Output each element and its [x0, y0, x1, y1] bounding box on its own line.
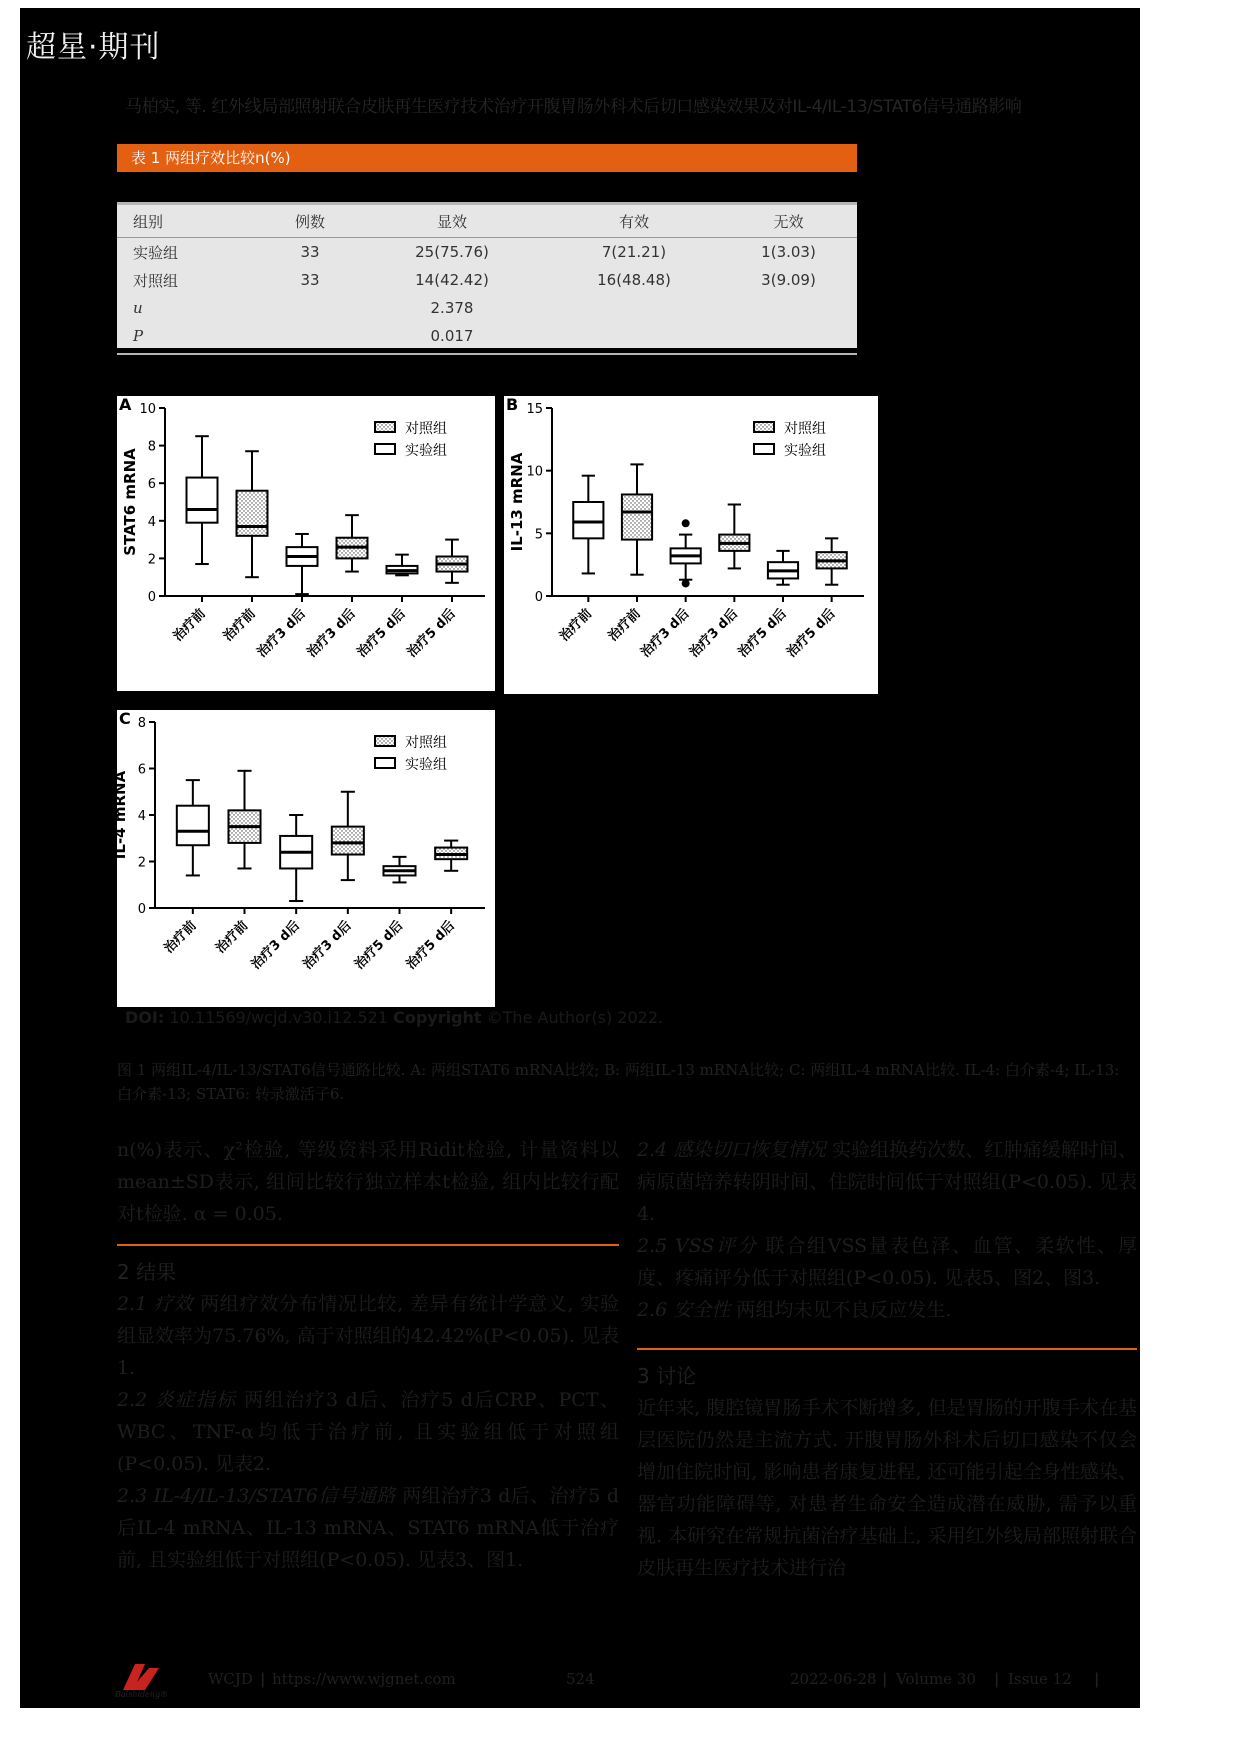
table-row	[117, 238, 857, 267]
y-tick-label: 10	[526, 464, 543, 480]
box-plot-3	[280, 815, 312, 901]
table-cell	[720, 294, 857, 322]
box-plot-5	[383, 857, 415, 883]
table-cell: u	[133, 299, 143, 317]
y-tick-label: 8	[137, 716, 146, 731]
x-tick-label: 治疗前	[170, 606, 209, 645]
y-axis-label: STAT6 mRNA	[121, 448, 139, 556]
chart-panel-a	[117, 396, 495, 691]
x-tick-label: 治疗5 d后	[354, 606, 409, 661]
table-cell: 1(3.03)	[761, 243, 816, 261]
doi-line	[125, 1008, 663, 1027]
box-iqr	[187, 478, 218, 523]
x-tick-label: 治疗3 d后	[248, 918, 303, 973]
box-iqr	[177, 806, 209, 846]
chart-panel-b	[504, 396, 878, 694]
box-plot-6	[435, 841, 467, 871]
x-tick-label: 治疗3 d后	[686, 606, 742, 661]
subsection-head: 2.6 安全性	[637, 1299, 731, 1321]
table-cell: 33	[300, 243, 320, 261]
table-cell: 25(75.76)	[415, 243, 489, 261]
y-tick-label: 0	[147, 590, 156, 605]
figure-caption: 图 1 两组IL-4/IL-13/STAT6信号通路比较. A: 两组STAT6 mRNA比较; B: 两组IL-13 mRNA比较; C: 两组IL-4 mRNA比较. IL-4: 白介素-4; IL-13: 白介素-13; STAT6: 转录激活子6.	[117, 1061, 1120, 1103]
box-iqr	[237, 491, 268, 536]
x-tick-label: 治疗前	[161, 918, 200, 957]
box-plot-4	[719, 505, 749, 569]
box-plot-2	[237, 451, 268, 577]
x-tick-label: 治疗前	[220, 606, 259, 645]
table-header-row	[117, 204, 857, 238]
footer-separator: |	[994, 1670, 1000, 1688]
chart-c-svg	[111, 709, 495, 1007]
section-title-discussion: 3 讨论	[637, 1348, 1137, 1392]
brand-watermark: 超星·期刊	[26, 30, 161, 65]
box-plot-4	[337, 515, 368, 571]
y-axis-label: IL-4 mRNA	[111, 770, 129, 860]
y-tick-label: 5	[534, 527, 543, 543]
subsection-head: 2.4 感染切口恢复情况	[637, 1139, 826, 1161]
table-header-cell: 例数	[264, 204, 356, 238]
x-tick-label: 治疗3 d后	[304, 606, 359, 661]
legend-swatch	[754, 422, 774, 432]
box-plot-6	[437, 540, 468, 583]
table-cell: 0.017	[430, 327, 474, 345]
footer-page-number: 524	[566, 1670, 595, 1688]
legend-swatch	[375, 758, 395, 768]
x-tick-label: 治疗5 d后	[351, 918, 407, 973]
table-cell	[264, 322, 356, 350]
box-plot-3	[287, 534, 318, 594]
table-cell: 33	[300, 271, 320, 289]
results-2-3	[117, 1480, 619, 1576]
x-tick-label: 治疗5 d后	[404, 606, 459, 661]
legend-swatch	[375, 422, 395, 432]
subsection-text: 两组治疗3 d后、治疗5 d后IL-4 mRNA、IL-13 mRNA、STAT6 mRNA低于治疗前, 且实验组低于对照组(P<0.05). 见表3、图1.	[117, 1485, 619, 1571]
subsection-head: 2.2 炎症指标	[117, 1389, 237, 1411]
page-footer	[20, 1660, 1140, 1700]
copyright-value: ©The Author(s) 2022.	[486, 1008, 664, 1027]
x-tick-label: 治疗5 d后	[735, 606, 790, 661]
x-tick-label: 治疗前	[605, 606, 644, 645]
footer-volume: Volume 30	[896, 1670, 976, 1688]
box-iqr	[332, 827, 364, 855]
y-tick-label: 0	[137, 902, 146, 917]
running-head: 马柏实, 等. 红外线局部照射联合皮肤再生医疗技术治疗开腹胃肠外科术后切口感染效果及对IL-4/IL-13/STAT6信号通路影响	[125, 97, 1022, 117]
legend-label: 对照组	[405, 735, 447, 751]
legend-swatch	[375, 736, 395, 746]
table-header-cell: 无效	[720, 204, 857, 238]
table-header-cell: 有效	[548, 204, 720, 238]
results-2-2	[117, 1384, 619, 1480]
y-tick-label: 4	[137, 809, 146, 824]
outlier-point	[682, 579, 690, 587]
doi-label: DOI:	[125, 1008, 165, 1027]
subsection-head: 2.1 疗效	[117, 1293, 194, 1315]
subsection-text: 两组治疗3 d后、治疗5 d后CRP、PCT、WBC、TNF-α均低于治疗前, 且实验组低于对照组(P<0.05). 见表2.	[117, 1389, 619, 1475]
table-cell: 7(21.21)	[601, 243, 667, 261]
x-tick-label: 治疗3 d后	[254, 606, 309, 661]
table-cell	[548, 294, 720, 322]
box-plot-5	[768, 551, 798, 585]
legend-swatch	[754, 444, 774, 454]
publisher-logo-text: Baishideng®	[115, 1690, 169, 1699]
legend-label: 对照组	[405, 421, 447, 437]
x-tick-label: 治疗3 d后	[300, 918, 355, 973]
y-axis-label: IL-13 mRNA	[508, 452, 526, 552]
copyright-label: Copyright	[393, 1008, 482, 1027]
discussion-paragraph: 近年来, 腹腔镜胃肠手术不断增多, 但是胃肠的开腹手术在基层医院仍然是主流方式. 开腹胃肠外科术后切口感染不仅会增加住院时间, 影响患者康复进程, 还可能引起全身性感染、器官功能障碍等, 对患者生命安全造成潜在威胁, 需予以重视. 本研究在常规抗菌治疗基础上, 采用红外线局部照射联合皮肤再生医疗技术进行治	[637, 1397, 1137, 1579]
methods-paragraph: n(%)表示、χ²检验, 等级资料采用Ridit检验, 计量资料以mean±SD表示, 组间比较行独立样本t检验, 组内比较行配对t检验. α = 0.05.	[117, 1139, 619, 1225]
table-cell: 16(48.48)	[597, 271, 671, 289]
panel-letter: B	[506, 395, 519, 414]
box-plot-5	[387, 555, 418, 576]
x-tick-label: 治疗5 d后	[403, 918, 458, 973]
table-cell: 14(42.42)	[415, 271, 489, 289]
y-tick-label: 0	[534, 590, 543, 605]
journal-page	[20, 8, 1140, 1708]
efficacy-table	[117, 202, 857, 348]
legend-swatch	[375, 444, 395, 454]
table-cell	[548, 322, 720, 350]
table-row	[117, 294, 857, 322]
x-tick-label: 治疗3 d后	[638, 606, 693, 661]
subsection-head: 2.3 IL-4/IL-13/STAT6信号通路	[117, 1485, 396, 1507]
outlier-point	[682, 519, 690, 527]
y-tick-label: 2	[147, 552, 156, 568]
table-cell: 实验组	[133, 243, 179, 262]
legend-label: 实验组	[405, 757, 447, 773]
footer-issue: Issue 12	[1008, 1670, 1072, 1688]
results-2-6	[637, 1294, 1137, 1326]
chart-panel-c	[111, 709, 495, 1007]
results-2-5	[637, 1230, 1137, 1294]
results-2-1	[117, 1288, 619, 1384]
footer-url[interactable]: https://www.wjgnet.com	[272, 1670, 456, 1688]
chart-a-svg	[117, 396, 495, 691]
y-tick-label: 10	[139, 402, 156, 417]
subsection-text: 两组均未见不良反应发生.	[736, 1299, 952, 1321]
box-plot-1	[177, 780, 209, 875]
table-header-cell: 显效	[356, 204, 548, 238]
table-header-cell: 组别	[117, 204, 264, 238]
y-tick-label: 15	[526, 402, 543, 417]
box-iqr	[622, 494, 652, 539]
footer-separator: |	[1094, 1670, 1100, 1688]
y-tick-label: 6	[147, 477, 156, 493]
table-row	[117, 266, 857, 294]
table-bottom-rule	[117, 353, 857, 355]
x-tick-label: 治疗前	[213, 918, 252, 957]
legend-label: 实验组	[405, 443, 447, 459]
box-plot-4	[332, 792, 364, 880]
table-cell: 2.378	[430, 299, 474, 317]
footer-separator: |	[882, 1670, 888, 1688]
box-plot-1	[573, 476, 603, 574]
x-tick-label: 治疗前	[556, 606, 596, 645]
box-plot-2	[228, 771, 260, 869]
box-iqr	[573, 502, 603, 538]
panel-letter: A	[119, 395, 132, 414]
table-cell: 对照组	[133, 271, 179, 290]
y-tick-label: 6	[137, 762, 146, 778]
panel-letter: C	[119, 709, 131, 728]
y-tick-label: 4	[147, 514, 156, 530]
table-cell: P	[133, 327, 144, 345]
box-plot-6	[817, 538, 847, 584]
body-column-right	[637, 1134, 1137, 1584]
footer-journal: WCJD	[208, 1670, 253, 1688]
publisher-logo	[115, 1660, 175, 1698]
doi-value[interactable]: 10.11569/wcjd.v30.i12.521	[169, 1008, 388, 1027]
chart-b-svg	[504, 396, 878, 694]
section-title-results: 2 结果	[117, 1244, 619, 1288]
subsection-text: 实验组换药次数、红肿痛缓解时间、病原菌培养转阴时间、住院时间低于对照组(P<0.05). 见表4.	[637, 1139, 1137, 1225]
table-cell	[264, 294, 356, 322]
subsection-text: 联合组VSS量表色泽、血管、柔软性、厚度、疼痛评分低于对照组(P<0.05). 见表5、图2、图3.	[637, 1235, 1137, 1289]
table-row	[117, 322, 857, 350]
subsection-head: 2.5 VSS评分	[637, 1235, 758, 1257]
y-tick-label: 8	[147, 439, 156, 455]
box-plot-2	[622, 464, 652, 574]
legend-label: 对照组	[784, 421, 826, 437]
table-cell	[720, 322, 857, 350]
footer-separator: |	[260, 1670, 266, 1688]
legend-label: 实验组	[784, 443, 826, 459]
y-tick-label: 2	[137, 855, 146, 871]
footer-date: 2022-06-28	[790, 1670, 877, 1688]
subsection-text: 两组疗效分布情况比较, 差异有统计学意义, 实验组显效率为75.76%, 高于对照组的42.42%(P<0.05). 见表1.	[117, 1293, 619, 1379]
box-plot-1	[187, 436, 218, 564]
box-plot-3	[671, 535, 701, 580]
table-cell: 3(9.09)	[761, 271, 816, 289]
results-2-4	[637, 1134, 1137, 1230]
x-tick-label: 治疗5 d后	[784, 606, 839, 661]
body-column-left	[117, 1134, 619, 1576]
table-title: 表 1 两组疗效比较n(%)	[117, 144, 857, 172]
